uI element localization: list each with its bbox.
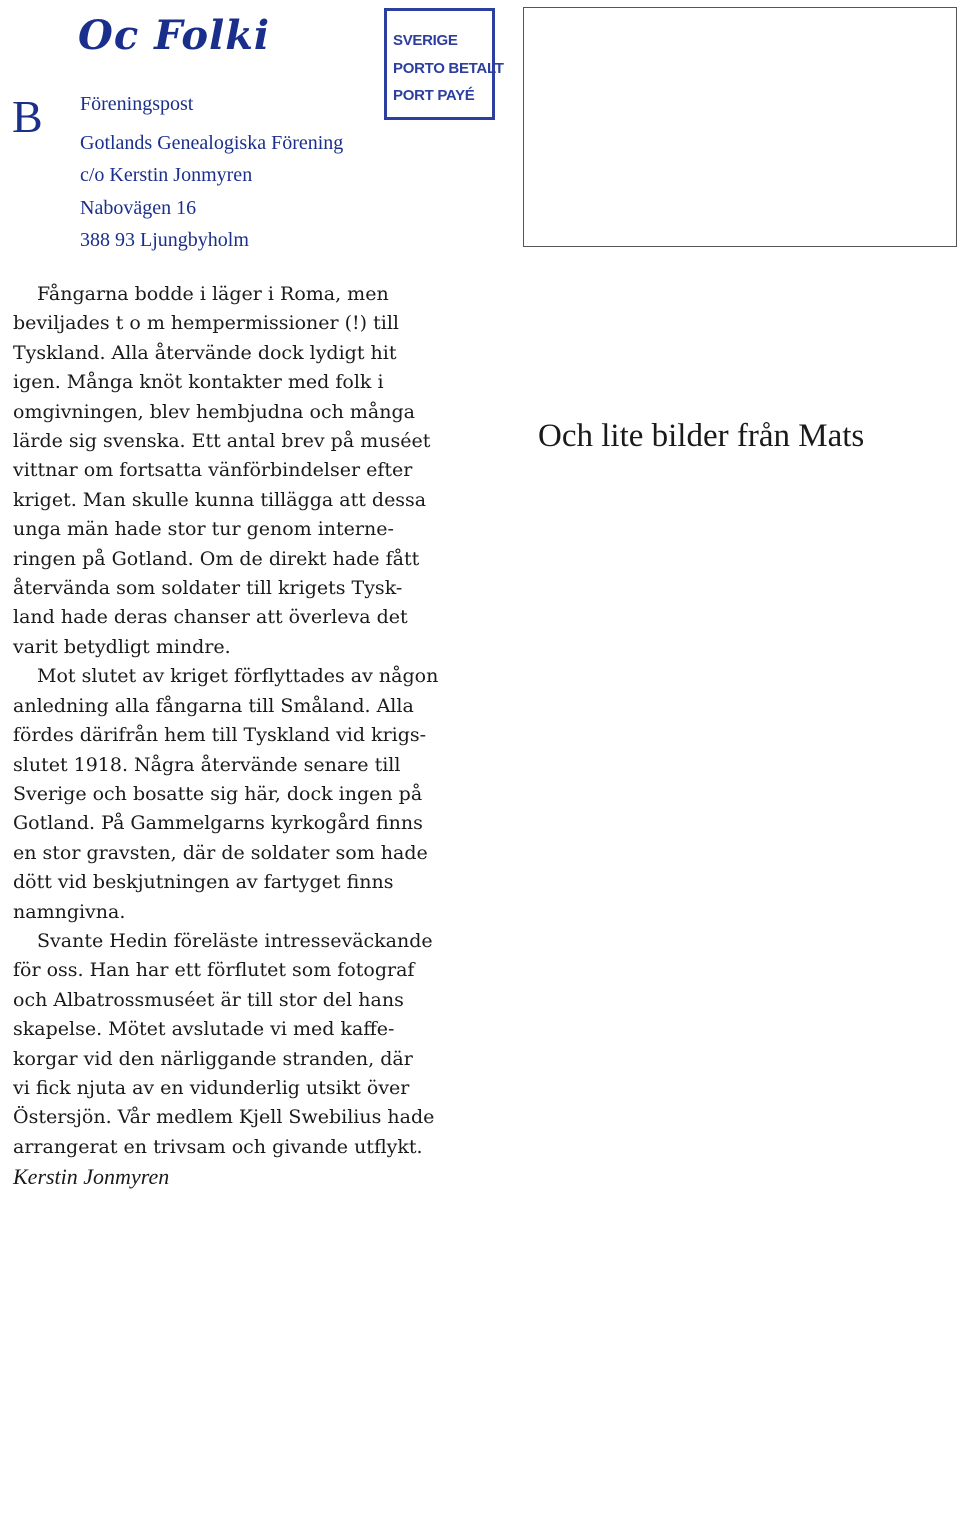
article-line: Gotland. På Gammelgarns kyrkogård finns	[13, 812, 423, 835]
article-line: land hade deras chanser att överleva det	[13, 606, 408, 629]
address-line-organization: Gotlands Genealogiska Förening	[80, 131, 344, 154]
article-line: Fångarna bodde i läger i Roma, men	[37, 283, 389, 305]
article-line: vittnar om fortsatta vänförbindelser efter	[13, 459, 413, 482]
article-body	[13, 280, 478, 1192]
postage-paid-stamp	[384, 8, 504, 120]
article-line: Mot slutet av kriget förflyttades av någon	[37, 665, 439, 688]
article-line: omgivningen, blev hembjudna och många	[13, 400, 415, 423]
address-line-post-type: Föreningspost	[80, 93, 194, 115]
address-line-care-of: c/o Kerstin Jonmyren	[80, 164, 253, 186]
article-line: Tyskland. Alla återvände dock lydigt hit	[13, 341, 397, 364]
stamp-line: PORT PAYÉ	[393, 87, 475, 104]
article-line: arrangerat en trivsam och givande utflykt.	[13, 1135, 423, 1158]
article-line: beviljades t o m hempermissioner (!) till	[13, 312, 399, 335]
article-line: ringen på Gotland. Om de direkt hade fått	[13, 547, 420, 570]
article-line: Östersjön. Vår medlem Kjell Swebilius hade	[13, 1106, 435, 1129]
article-line: slutet 1918. Några återvände senare till	[13, 753, 401, 776]
article-line: Svante Hedin föreläste intresseväckande	[37, 929, 433, 952]
article-line: Sverige och bosatte sig här, dock ingen på	[13, 782, 423, 805]
article-byline: Kerstin Jonmyren	[13, 1164, 170, 1190]
article-line: och Albatrossmuséet är till stor del hans	[13, 988, 404, 1011]
article-line: anledning alla fångarna till Småland. Alla	[13, 694, 414, 717]
masthead-title: Oc Folki	[78, 12, 271, 59]
article-line: lärde sig svenska. Ett antal brev på muséet	[13, 430, 431, 453]
article-line: skapelse. Mötet avslutade vi med kaffe-	[13, 1018, 395, 1041]
address-label-box	[523, 7, 957, 247]
address-line-postcode-city: 388 93 Ljungbyholm	[80, 229, 249, 251]
postal-class-letter: B	[12, 91, 43, 142]
article-line: varit betydligt mindre.	[13, 635, 231, 658]
address-line-street: Nabovägen 16	[80, 196, 197, 219]
article-line: namngivna.	[13, 900, 126, 923]
article-line: dött vid beskjutningen av fartyget finns	[13, 871, 394, 894]
article-line: korgar vid den närliggande stranden, där	[13, 1047, 413, 1070]
article-line: vi fick njuta av en vidunderlig utsikt över	[13, 1076, 410, 1099]
article-line: fördes därifrån hem till Tyskland vid krigs-	[13, 724, 427, 747]
article-line: kriget. Man skulle kunna tillägga att dessa	[13, 488, 427, 511]
article-line: en stor gravsten, där de soldater som hade	[13, 841, 428, 864]
article-line: igen. Många knöt kontakter med folk i	[13, 371, 384, 394]
article-line: för oss. Han har ett förflutet som fotograf	[13, 959, 415, 982]
photos-caption: Och lite bilder från Mats	[538, 418, 865, 454]
return-address	[80, 88, 343, 257]
article-line: unga män hade stor tur genom interne-	[13, 518, 394, 541]
stamp-line: SVERIGE	[393, 32, 458, 49]
stamp-line: PORTO BETALT	[393, 59, 504, 77]
article-line: återvända som soldater till krigets Tysk-	[13, 577, 403, 600]
